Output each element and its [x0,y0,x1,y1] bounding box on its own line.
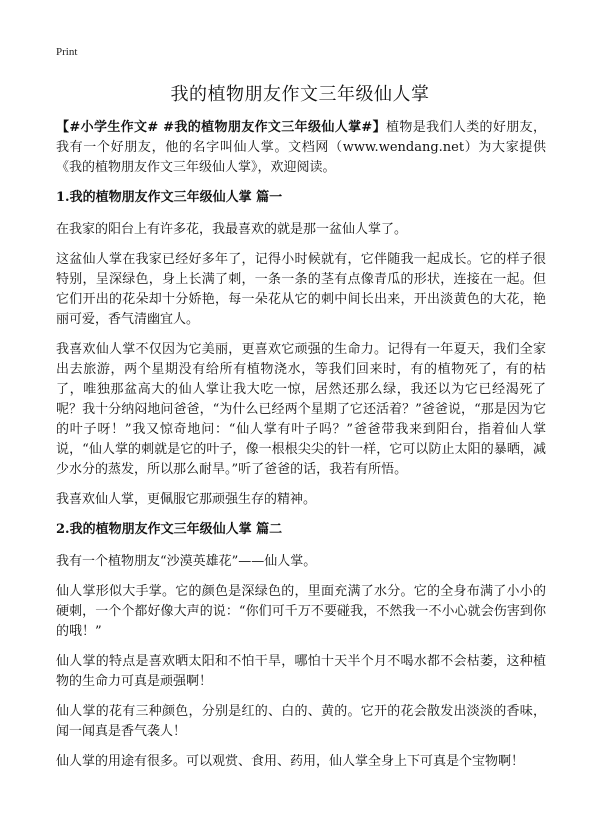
intro-tag: 【#小学生作文# #我的植物朋友作文三年级仙人掌#】 [56,120,387,135]
section-heading-2: 2.我的植物朋友作文三年级仙人掌 篇二 [56,522,283,537]
document-body [56,118,546,782]
intro-text: 植物是我们人类的好朋友，我有一个好朋友，他的名字叫仙人掌。文档网（www.wendang.net）为大家提供《我的植物朋友作文三年级仙人掌》，欢迎阅读。 [56,120,546,175]
section2-paragraph: 我有一个植物朋友“沙漠英雄花”——仙人掌。 [56,554,317,569]
section2-paragraph: 仙人掌形似大手掌。它的颜色是深绿色的，里面充满了水分。它的全身布满了小小的硬刺，一个个都好像大声的说：“你们可千万不要碰我，不然我一不小心就会伤害到你的哦！” [56,584,546,639]
print-label: Print [56,46,78,58]
section1-paragraph: 在我家的阳台上有许多花，我最喜欢的就是那一盆仙人掌了。 [56,222,408,237]
section1-paragraph: 这盆仙人掌在我家已经好多年了，记得小时候就有，它伴随我一起成长。它的样子很特别，呈深绿色，身上长满了刺，一条一条的茎有点像青瓜的形状，连接在一起。但它们开出的花朵却十分娇艳，每一朵花从它的刺中间长出来，开出淡黄色的大花，艳丽可爱，香气清幽宜人。 [56,252,546,327]
page-title: 我的植物朋友作文三年级仙人掌 [170,84,430,105]
section2-paragraph: 仙人掌的用途有很多。可以观赏、食用、药用，仙人掌全身上下可真是个宝物啊！ [56,754,525,769]
section2-paragraph: 仙人掌的花有三种颜色，分别是红的、白的、黄的。它开的花会散发出淡淡的香味，闻一闻真是香气袭人！ [56,704,546,739]
section1-paragraph: 我喜欢仙人掌，更佩服它那顽强生存的精神。 [56,492,317,507]
section1-paragraph: 我喜欢仙人掌不仅因为它美丽，更喜欢它顽强的生命力。记得有一年夏天，我们全家出去旅游，两个星期没有给所有植物浇水，等我们回来时，有的植物死了，有的枯了，唯独那盆高大的仙人掌让我大吃一惊，居然还那么绿，我还以为它已经渴死了呢？我十分纳闷地问爸爸，“为什么已经两个星期了它还活着？”爸爸说，“那是因为它的叶子呀！”我又惊奇地问：“仙人掌有叶子吗？”爸爸带我来到阳台，指着仙人掌说，“仙人掌的刺就是它的叶子，像一根根尖尖的针一样，它可以防止太阳的暴晒，减少水分的蒸发，所以那么耐旱。”听了爸爸的话，我若有所悟。 [56,342,546,477]
section-heading-1: 1.我的植物朋友作文三年级仙人掌 篇一 [56,190,283,205]
section2-paragraph: 仙人掌的特点是喜欢晒太阳和不怕干旱，哪怕十天半个月不喝水都不会枯萎，这种植物的生命力可真是顽强啊！ [56,654,546,689]
intro-paragraph [56,118,546,178]
